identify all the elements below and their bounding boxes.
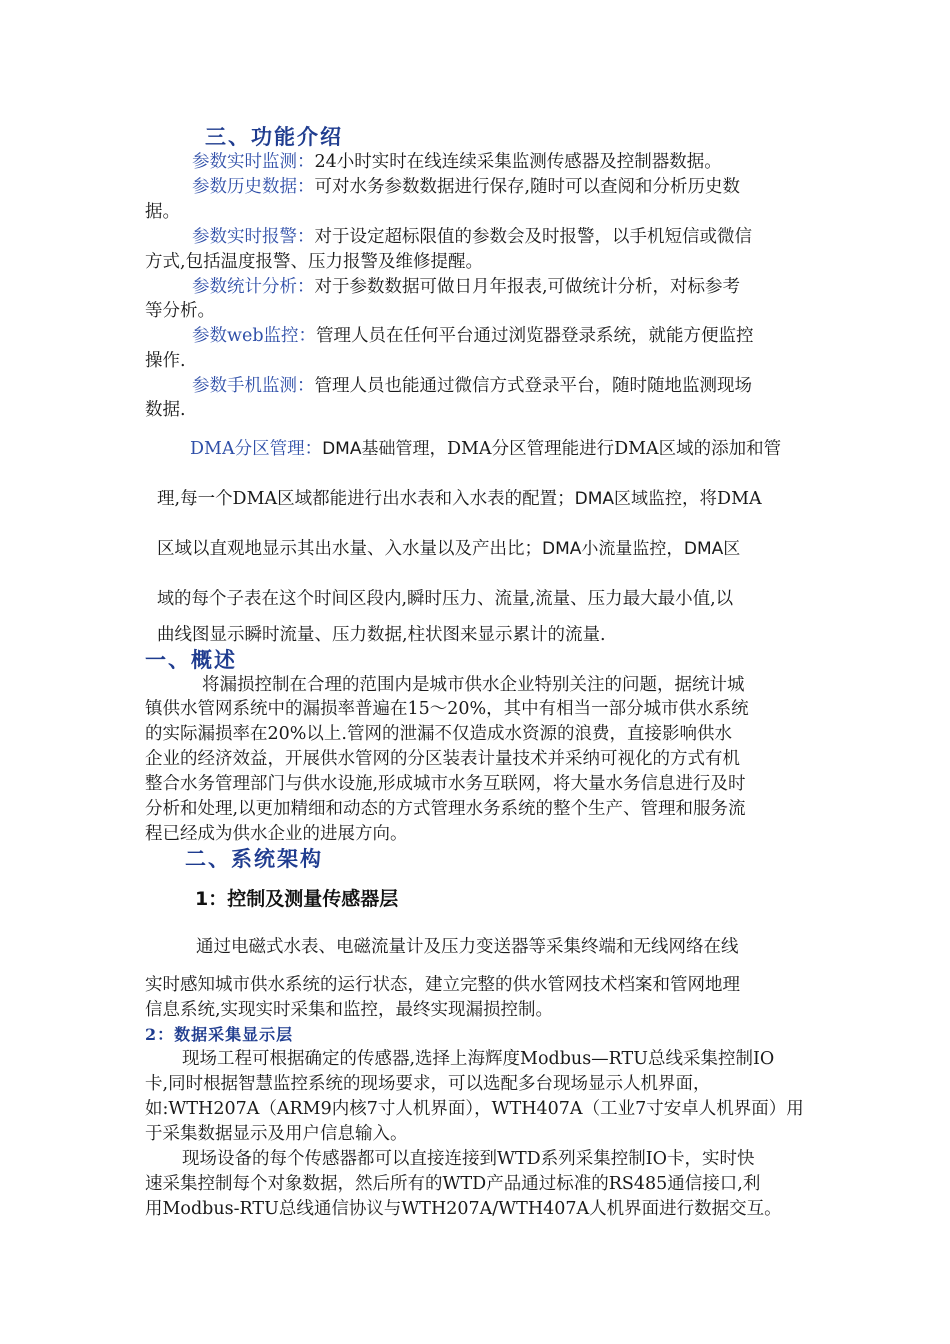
function-item (192, 225, 752, 249)
function-item-continuation: 操作. (145, 351, 186, 371)
dma-line-5: 曲线图显示瞬时流量、压力数据,柱状图来显示累计的流量. (157, 625, 606, 645)
function-item-text: 对于设定超标限值的参数会及时报警，以手机短信或微信 (314, 227, 752, 247)
function-item-continuation: 据。 (145, 202, 180, 222)
function-item-label: 参数统计分析： (192, 277, 315, 297)
function-item-label: 参数历史数据： (192, 177, 315, 197)
dma-line-2 (157, 487, 762, 511)
subheading-sensor-layer: 1：控制及测量传感器层 (195, 888, 399, 910)
overview-line: 将漏损控制在合理的范围内是城市供水企业特别关注的问题，据统计城 (202, 675, 745, 695)
function-item (192, 374, 752, 398)
function-item (192, 324, 754, 348)
dma-bold-monitor: DMA区域监控 (574, 489, 683, 509)
subheading-data-layer: 2：数据采集显示层 (145, 1025, 294, 1044)
arch-line: 速采集控制每个对象数据，然后所有的WTD产品通过标准的RS485通信接口,利 (145, 1174, 761, 1194)
function-item-text: 管理人员也能通过微信方式登录平台，随时随地监测现场 (314, 376, 752, 396)
arch-line: 用Modbus-RTU总线通信协议与WTH207A/WTH407A人机界面进行数据交互。 (145, 1199, 782, 1219)
function-item-label: 参数实时监测： (192, 152, 315, 172)
dma-bold-area-cont: 域 (157, 589, 174, 609)
dma-line-3 (157, 537, 740, 561)
arch-line: 通过电磁式水表、电磁流量计及压力变送器等采集终端和无线网络在线 (196, 937, 739, 957)
function-item-continuation: 方式,包括温度报警、压力报警及维修提醒。 (145, 252, 484, 272)
overview-line: 程已经成为供水企业的进展方向。 (145, 824, 408, 844)
function-item (192, 175, 740, 199)
dma-label: DMA分区管理： (190, 439, 323, 459)
overview-line: 的实际漏损率在20%以上.管网的泄漏不仅造成水资源的浪费，直接影响供水 (145, 724, 732, 744)
arch-line: 如:WTH207A（ARM9内核7寸人机界面），WTH407A（工业7寸安卓人机界面）用 (145, 1099, 804, 1119)
function-item-text: 管理人员在任何平台通过浏览器登录系统，就能方便监控 (316, 326, 754, 346)
overview-line: 整合水务管理部门与供水设施,形成城市水务互联网，将大量水务信息进行及时 (145, 774, 746, 794)
dma-bold-smallflow: DMA小流量监控 (542, 539, 667, 559)
dma-text: 的每个子表在这个时间区段内,瞬时压力、流量,流量、压力最大最小值,以 (174, 589, 734, 609)
function-item-text: 24小时实时在线连续采集监测传感器及控制器数据。 (314, 152, 722, 172)
arch-line: 信息系统,实现实时采集和监控，最终实现漏损控制。 (145, 1000, 554, 1020)
dma-line-4 (157, 587, 733, 611)
arch-line: 于采集数据显示及用户信息输入。 (145, 1124, 408, 1144)
overview-line: 企业的经济效益，开展供水管网的分区装表计量技术并采纳可视化的方式有机 (145, 749, 740, 769)
overview-line: 分析和处理,以更加精细和动态的方式管理水务系统的整个生产、管理和服务流 (145, 799, 746, 819)
dma-text: 理,每一个DMA区域都能进行出水表和入水表的配置； (157, 489, 575, 509)
function-item-text: 可对水务参数数据进行保存,随时可以查阅和分析历史数 (314, 177, 741, 197)
function-item-text: 对于参数数据可做日月年报表,可做统计分析，对标参考 (314, 277, 741, 297)
overview-line: 镇供水管网系统中的漏损率普遍在15～20%，其中有相当一部分城市供水系统 (145, 699, 749, 719)
section-heading-overview: 一、概述 (145, 647, 237, 672)
section-heading-functions: 三、功能介绍 (205, 124, 343, 149)
arch-line: 现场设备的每个传感器都可以直接连接到WTD系列采集控制IO卡，实时快 (182, 1149, 755, 1169)
arch-line: 现场工程可根据确定的传感器,选择上海辉度Modbus—RTU总线采集控制IO (182, 1049, 775, 1069)
dma-text: ，DMA分区管理能进行DMA区域的添加和管 (429, 439, 782, 459)
dma-bold-basic: DMA基础管理 (322, 439, 430, 459)
function-item-label: 参数实时报警： (192, 227, 315, 247)
dma-text: 区域以直观地显示其出水量、入水量以及产出比； (157, 539, 542, 559)
section-heading-architecture: 二、系统架构 (185, 846, 323, 871)
dma-bold-area: DMA区 (683, 539, 741, 559)
function-item-label: 参数手机监测： (192, 376, 315, 396)
dma-text: ， (666, 539, 684, 559)
function-item-label: 参数web监控： (192, 326, 317, 346)
arch-line: 卡,同时根据智慧监控系统的现场要求，可以选配多台现场显示人机界面， (145, 1074, 711, 1094)
arch-line: 实时感知城市供水系统的运行状态，建立完整的供水管网技术档案和管网地理 (145, 975, 740, 995)
function-item (192, 150, 722, 174)
function-item (192, 275, 740, 299)
dma-text: ，将DMA (682, 489, 762, 509)
dma-line-1 (190, 437, 781, 461)
function-item-continuation: 数据. (145, 400, 186, 420)
function-item-continuation: 等分析。 (145, 301, 215, 321)
